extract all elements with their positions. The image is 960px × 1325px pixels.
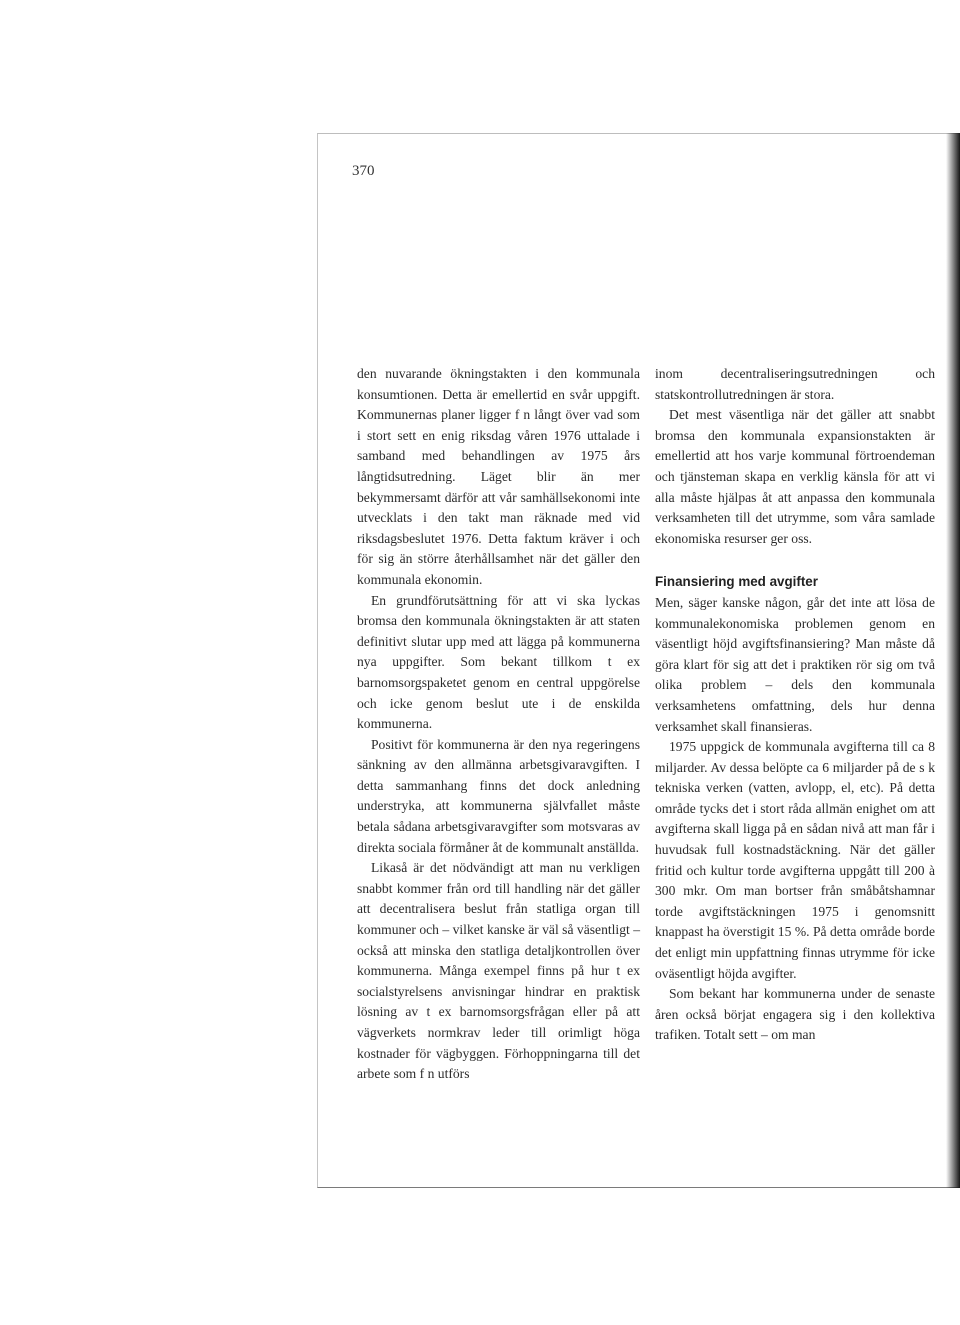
right-paragraph-3: Men, säger kanske någon, går det inte att lösa de kommunalekonomiska problemen genom en väsentligt höjd avgiftsfinansiering? Man måste då göra klart för sig att det i praktiken rör sig om två olika problem – dels den kommunala verksamhetens omfattning, dels hur denna verksamhet skall finansieras. bbox=[655, 594, 935, 734]
left-column bbox=[357, 364, 640, 1085]
page-number: 370 bbox=[352, 163, 375, 179]
scan-edge-shadow bbox=[946, 133, 960, 1188]
left-paragraph-4: Likaså är det nödvändigt att man nu verkligen snabbt kommer från ord till handling när det gäller att decentralisera beslut från statliga organ till kommuner och – vilket kanske är väl så väsentligt – också att minska den statliga detaljkontrollen över kommunerna. Många exempel finns på hur t ex socialstyrelsens anvisningar hindrar en praktisk lösning av t ex barnomsorgsfrågan eller på att vägverkets normkrav leder till orimligt höga kostnader för vägbyggen. Förhoppningarna till det arbete som f n utförs bbox=[357, 860, 640, 1082]
section-heading: Finansiering med avgifter bbox=[655, 574, 818, 590]
right-paragraph-5: Som bekant har kommunerna under de senaste åren också börjat engagera sig i den kollektiva trafiken. Totalt sett – om man bbox=[655, 986, 935, 1043]
left-paragraph-3: Positivt för kommunerna är den nya regeringens sänkning av den allmänna arbetsgivaravgiften. I detta sammanhang finns det dock anledning understryka, att kommunerna självfallet måste betala sådana arbetsgivaravgifter som motsvaras av direkta sociala förmåner åt de kommunalt anställda. bbox=[357, 736, 640, 855]
right-paragraph-2: Det mest väsentliga när det gäller att snabbt bromsa den kommunala expansionstakten är emellertid att hos varje kommunal förtroendeman och tjänsteman skapa en verklig känsla för att vi alla måste hjälpas åt att anpassa den kommunala verksamheten till det utrymme, som våra samlade ekonomiska resurser ger oss. bbox=[655, 407, 935, 546]
right-paragraph-1: inom decentraliseringsutredningen och statskontrollutredningen är stora. bbox=[655, 366, 935, 402]
left-paragraph-2: En grundförutsättning för att vi ska lyckas bromsa den kommunala ökningstakten är att staten definitivt slutar upp med att lägga på kommunerna nya uppgifter. Som bekant tillkom t ex barnomsorgspaketet genom en central uppgörelse och icke genom beslut ute i de enskilda kommunerna. bbox=[357, 592, 640, 732]
right-column bbox=[655, 364, 935, 1046]
right-paragraph-4: 1975 uppgick de kommunala avgifterna till ca 8 miljarder. Av dessa belöpte ca 6 miljarder på de s k tekniska verken (vatten, avlopp, el, etc). På detta område tycks det i stort råda allmän enighet om att avgifterna skall ligga på en sådan nivå att man får i huvudsak full kostnadstäckning. När det gäller fritid och kultur torde avgifterna uppgått till 200 à 300 mkr. Om man bortser från småbåtshamnar torde avgiftstäckningen 1975 i genomsnitt knappast ha överstigit 15 %. På detta område borde det enligt min uppfattning finnas utrymme för icke oväsentligt höjda avgifter. bbox=[655, 739, 935, 981]
left-paragraph-1: den nuvarande ökningstakten i den kommunala konsumtionen. Detta är emellertid en svår uppgift. Kommunernas planer ligger f n långt över vad som i stort sett en enig riksdag våren 1976 uttalade i samband med behandlingen av 1975 års långtidsutredning. Läget blir än mer bekymmersamt därför att vår samhällsekonomi inte utvecklats i den takt man räknade med vid riksdagsbeslutet 1976. Detta faktum kräver i och för sig än större återhållsamhet när det gäller den kommunala ekonomin. bbox=[357, 366, 640, 587]
